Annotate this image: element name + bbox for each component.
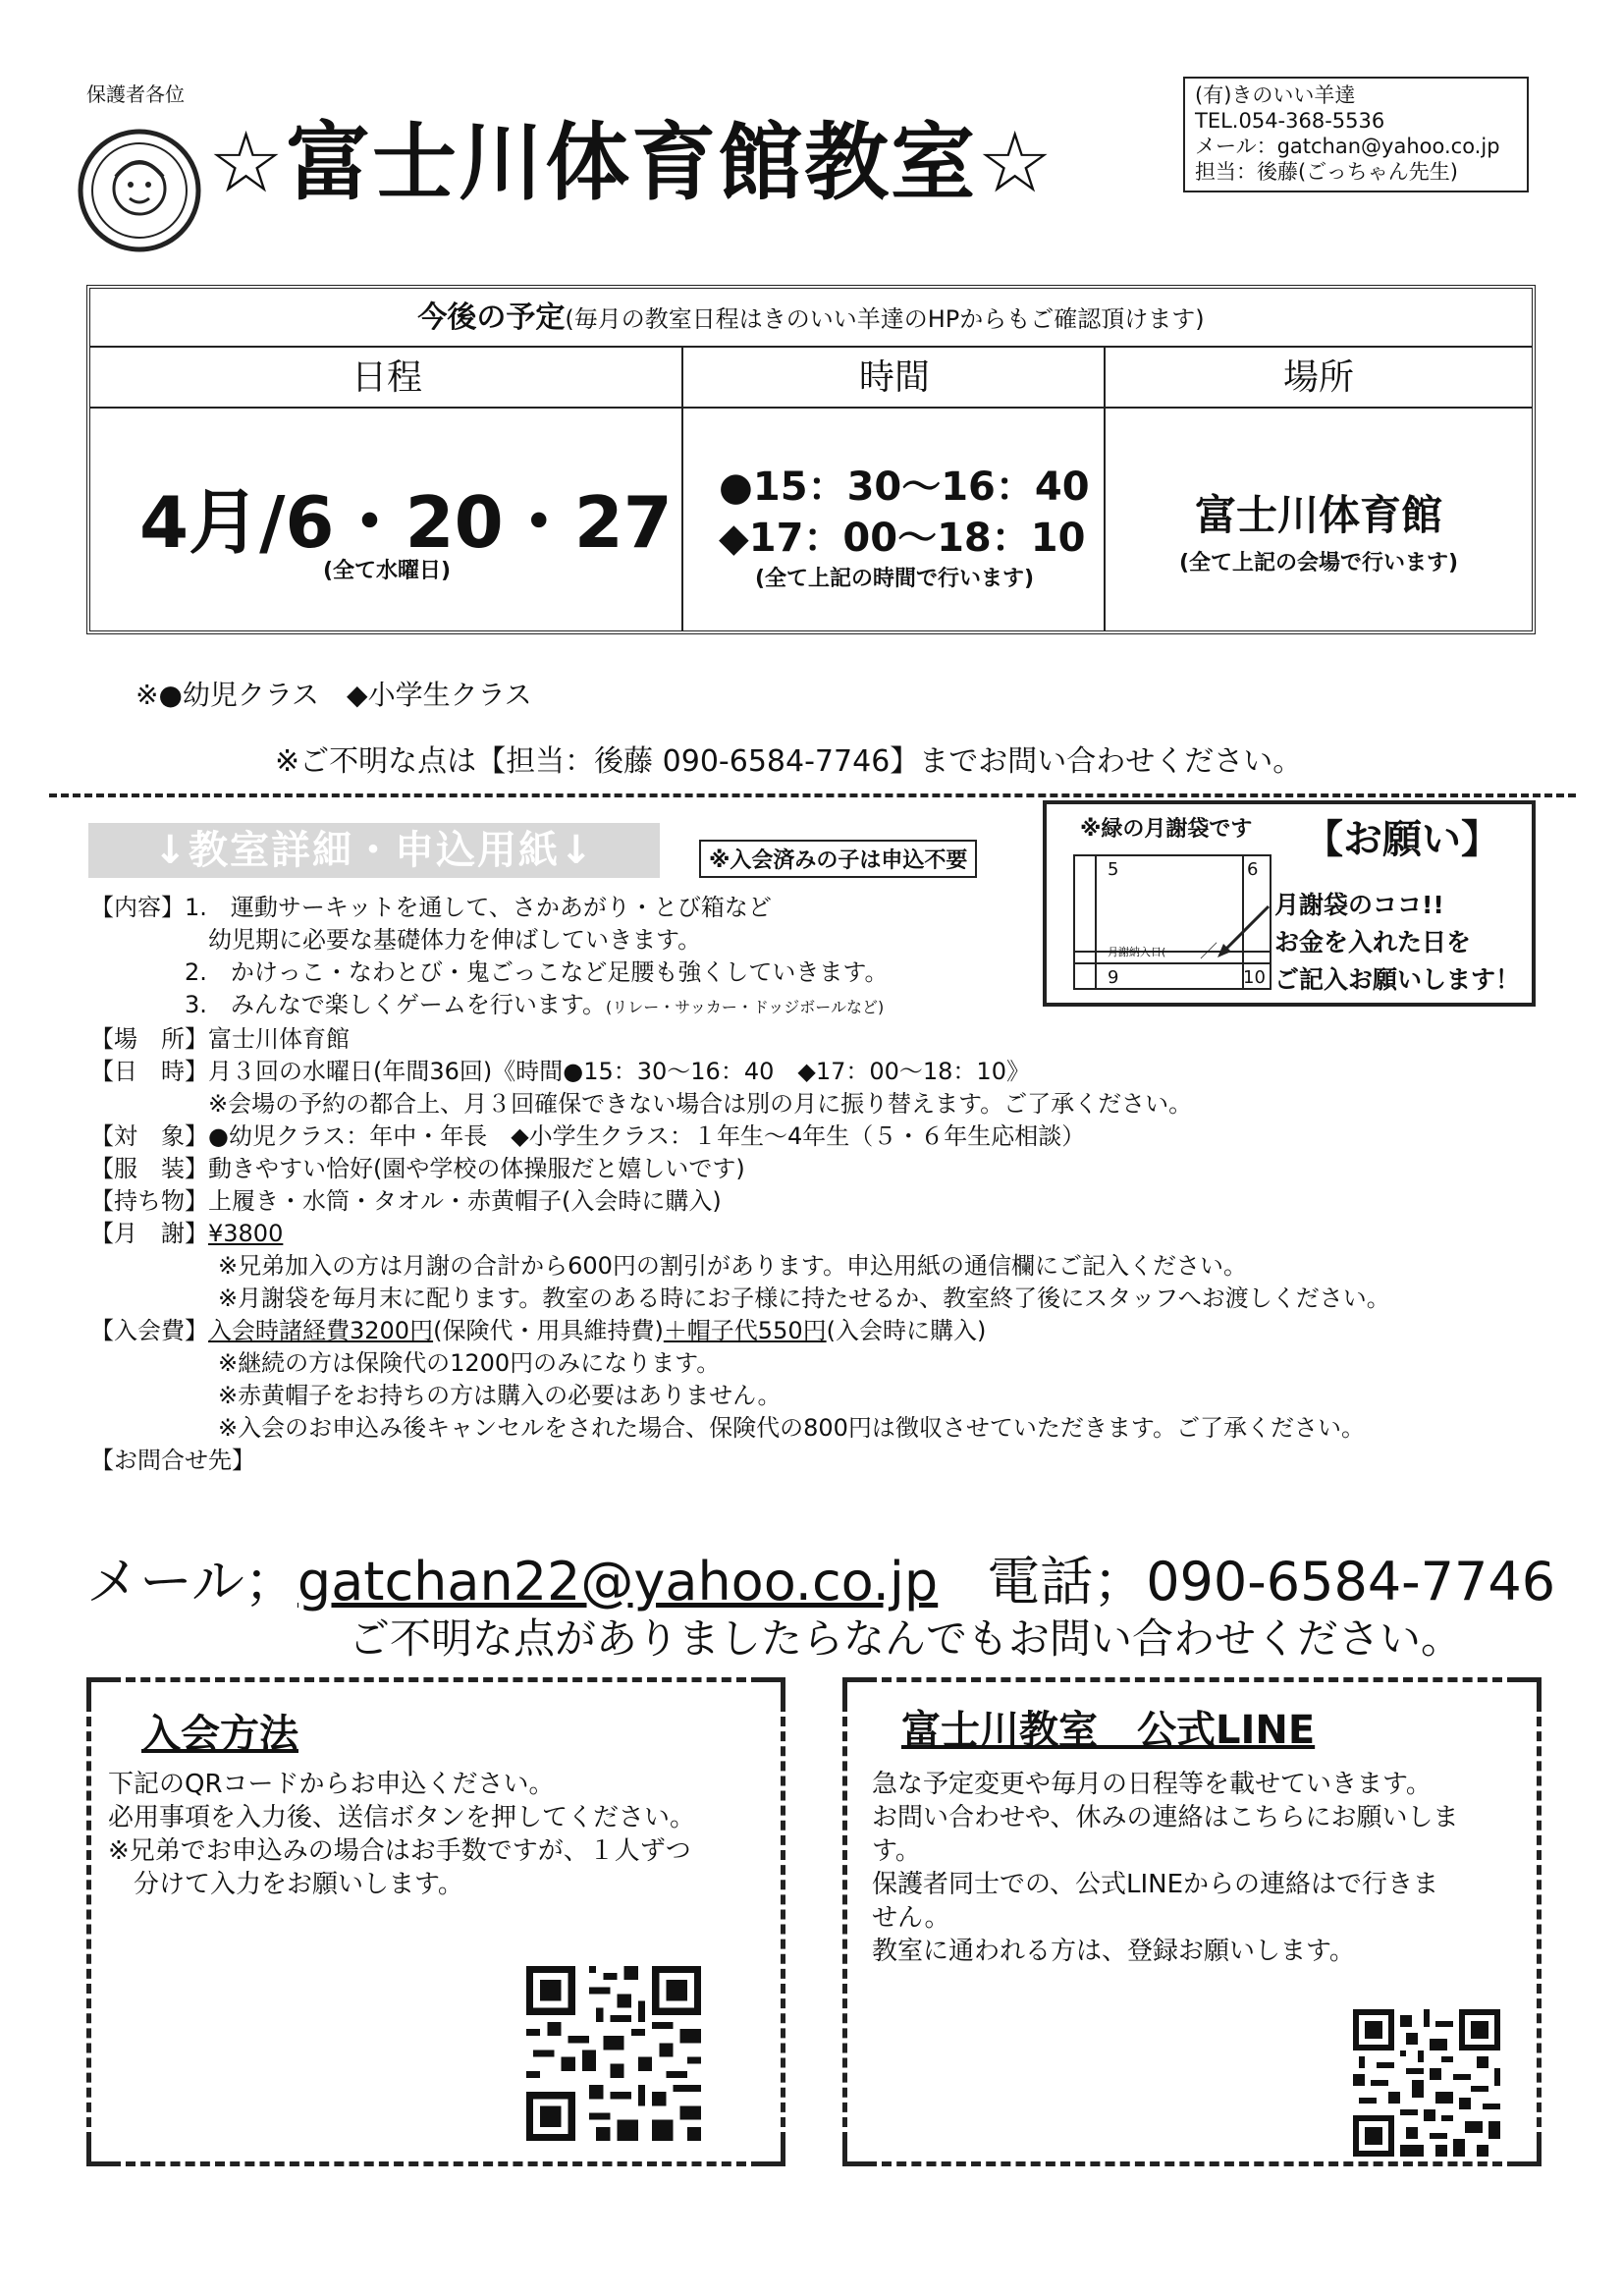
entry-note: ※赤黄帽子をお持ちの方は購入の必要はありません。 bbox=[218, 1382, 782, 1409]
hat-fee: ＋帽子代550円 bbox=[663, 1317, 827, 1344]
request-line: ご記入お願いします！ bbox=[1274, 965, 1521, 994]
contact-email-link[interactable]: gatchan22@yahoo.co.jp bbox=[297, 1551, 939, 1613]
envelope-caption: ※緑の月謝袋です bbox=[1080, 817, 1253, 842]
detail-line: 【持ち物】上履き・水筒・タオル・赤黄帽子(入会時に購入) bbox=[90, 1187, 722, 1215]
envelope-num: 6 bbox=[1247, 859, 1259, 880]
venue-name: 富士川体育館 bbox=[1194, 491, 1442, 539]
join-line: ※兄弟でお申込みの場合はお手数ですが、１人ずつ bbox=[108, 1836, 691, 1866]
schedule-heading bbox=[90, 289, 1532, 348]
join-qr-code[interactable] bbox=[526, 1966, 701, 2141]
line-text: 保護者同士での、公式LINEからの連絡はで行きま bbox=[872, 1870, 1438, 1899]
company-name: (有)きのいい羊達 bbox=[1195, 83, 1356, 107]
detail-line: 幼児期に必要な基礎体力を伸ばしていきます。 bbox=[90, 926, 702, 954]
time-note: (全て上記の時間で行います) bbox=[754, 567, 1035, 591]
request-title: 【お願い】 bbox=[1304, 817, 1500, 862]
line-text: お問い合わせや、休みの連絡はこちらにお願いしま bbox=[872, 1803, 1459, 1832]
line-text: 教室に通われる方は、登録お願いします。 bbox=[872, 1937, 1355, 1966]
schedule-dates: 4月/6・20・27 bbox=[139, 481, 673, 564]
no-need-note: ※入会済みの子は申込不要 bbox=[699, 840, 977, 878]
detail-line: 2. かけっこ・なわとび・鬼ごっこなど足腰も強くしていきます。 bbox=[90, 958, 889, 986]
envelope-num: 5 bbox=[1108, 859, 1119, 880]
join-line: 必用事項を入力後、送信ボタンを押してください。 bbox=[108, 1803, 696, 1832]
fee-label: 【月 謝】 bbox=[90, 1220, 208, 1247]
detail-line: 【対 象】●幼児クラス：年中・年長 ◆小学生クラス：１年生～4年生（５・６年生応相談） bbox=[90, 1122, 1086, 1150]
company-person: 担当：後藤(ごっちゃん先生) bbox=[1195, 160, 1458, 184]
join-box bbox=[86, 1677, 785, 2166]
detail-line: 3. みんなで楽しくゲームを行います。 bbox=[90, 991, 606, 1018]
entry-note: ※入会のお申込み後キャンセルをされた場合、保険代の800円は徴収させていただきます。ご了承ください。 bbox=[218, 1414, 1365, 1442]
column-header-date: 日程 bbox=[90, 348, 683, 409]
time-elementary: ◆17：00～18：10 bbox=[719, 516, 1086, 561]
contact-line bbox=[86, 1540, 1555, 1615]
page-title: ☆富士川体育館教室☆ bbox=[208, 114, 1055, 212]
section-title: ↓教室詳細・申込用紙↓ bbox=[88, 823, 660, 878]
column-header-place: 場所 bbox=[1106, 348, 1532, 409]
game-examples: (リレー・サッカー・ドッジボールなど) bbox=[605, 998, 885, 1016]
inquiry-note: ※ご不明な点は【担当：後藤 090-6584-7746】までお問い合わせください。 bbox=[275, 744, 1303, 779]
detail-line-game bbox=[90, 989, 1390, 1023]
hat-fee-note: (入会時に購入) bbox=[826, 1317, 987, 1344]
envelope-slot-label: 月謝納入日( bbox=[1108, 946, 1166, 958]
envelope-slot-slash: ／ bbox=[1200, 942, 1217, 962]
contact-phone[interactable]: 電話；090-6584-7746 bbox=[987, 1551, 1556, 1613]
contact-info-box bbox=[1183, 77, 1529, 192]
request-line: 月謝袋のココ!! bbox=[1274, 891, 1444, 919]
join-line: 分けて入力をお願いします。 bbox=[108, 1870, 463, 1899]
schedule-heading-title: 今後の予定 bbox=[417, 301, 566, 335]
details-list bbox=[90, 892, 1390, 1477]
request-line: お金を入れた日を bbox=[1274, 928, 1472, 957]
line-text: 急な予定変更や毎月の日程等を載せていきます。 bbox=[872, 1770, 1432, 1799]
detail-line: ※会場の予約の都合上、月３回確保できない場合は別の月に振り替えます。ご了承ください。 bbox=[90, 1090, 1193, 1118]
fee-value: ¥3800 bbox=[208, 1220, 284, 1247]
entry-note: ※継続の方は保険代の1200円のみになります。 bbox=[218, 1349, 721, 1377]
dates-note: (全て水曜日) bbox=[322, 559, 452, 583]
company-logo bbox=[77, 128, 202, 253]
join-title: 入会方法 bbox=[141, 1712, 298, 1757]
line-box bbox=[842, 1677, 1542, 2166]
contact-label: 【お問合せ先】 bbox=[90, 1447, 255, 1474]
line-title: 富士川教室 公式LINE bbox=[901, 1708, 1316, 1753]
time-infant: ●15：30～16：40 bbox=[719, 465, 1090, 510]
detail-line: 【日 時】月３回の水曜日(年間36回)《時間●15：30～16：40 ◆17：00～18：10》 bbox=[90, 1058, 1030, 1085]
schedule-heading-note: (毎月の教室日程はきのいい羊達のHPからもご確認頂けます) bbox=[565, 305, 1205, 333]
fee-note: ※月謝袋を毎月末に配ります。教室のある時にお子様に持たせるか、教室終了後にスタッフへお渡しください。 bbox=[218, 1285, 1390, 1312]
fee-note: ※兄弟加入の方は月謝の合計から600円の割引があります。申込用紙の通信欄にご記入ください。 bbox=[218, 1252, 1247, 1280]
mail-label: メール； bbox=[86, 1551, 298, 1613]
venue-note: (全て上記の会場で行います) bbox=[1178, 551, 1459, 575]
schedule-table bbox=[86, 285, 1536, 634]
column-header-time: 時間 bbox=[683, 348, 1106, 409]
envelope-num: 9 bbox=[1108, 967, 1119, 988]
closing-message: ご不明な点がありましたらなんでもお問い合わせください。 bbox=[349, 1614, 1463, 1663]
recipient-label: 保護者各位 bbox=[86, 82, 185, 106]
company-phone: TEL.054-368-5536 bbox=[1195, 109, 1385, 133]
line-qr-code[interactable] bbox=[1353, 2009, 1500, 2157]
line-text: せん。 bbox=[872, 1903, 950, 1933]
detail-line: 【服 装】動きやすい恰好(園や学校の体操服だと嬉しいです) bbox=[90, 1155, 745, 1182]
entry-fee-line bbox=[90, 1315, 1390, 1347]
class-legend: ※●幼児クラス ◆小学生クラス bbox=[135, 679, 532, 711]
fee-line bbox=[90, 1218, 1390, 1250]
cut-line bbox=[49, 793, 1576, 797]
join-line: 下記のQRコードからお申込ください。 bbox=[108, 1770, 555, 1799]
entry-fee-main: 入会時諸経費3200円 bbox=[208, 1317, 434, 1344]
line-text: す。 bbox=[872, 1836, 921, 1866]
envelope-num: 10 bbox=[1243, 967, 1266, 988]
detail-line: 【場 所】富士川体育館 bbox=[90, 1025, 350, 1053]
entry-fee-label: 【入会費】 bbox=[90, 1317, 208, 1344]
detail-line: 【内容】1. 運動サーキットを通して、さかあがり・とび箱など bbox=[90, 894, 772, 921]
company-email[interactable]: メール：gatchan@yahoo.co.jp bbox=[1195, 135, 1500, 158]
entry-fee-main-note: (保険代・用具維持費) bbox=[433, 1317, 664, 1344]
